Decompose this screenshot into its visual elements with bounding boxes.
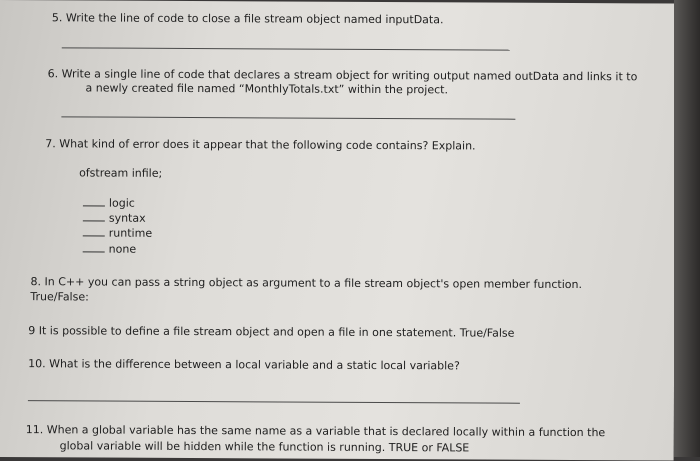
option-label: runtime (108, 226, 153, 240)
question-5: 5. Write the line of code to close a file stream object named inputData. (51, 11, 444, 27)
option-blank (83, 211, 105, 221)
option-blank (83, 226, 105, 236)
question-8-line-1: 8. In C++ you can pass a string object as argument to a file stream object's open member function. (30, 275, 583, 292)
question-9: 9 It is possible to define a file stream object and open a file in one statement. True/False (28, 324, 515, 340)
option-none (83, 242, 137, 256)
question-6-line-1: 6. Write a single line of code that declares a stream object for writing output named outData and links it to (47, 67, 638, 84)
question-11-line-1: 11. When a global variable has the same name as a variable that is declared locally within a function the (25, 423, 606, 440)
option-syntax (83, 211, 146, 225)
option-blank (83, 196, 105, 206)
answer-line-q6 (61, 116, 515, 119)
option-logic (83, 196, 135, 210)
option-runtime (83, 226, 152, 240)
option-label: none (108, 242, 137, 256)
question-7-code: ofstream infile; (79, 166, 163, 180)
option-label: syntax (108, 211, 146, 225)
answer-line-q10 (28, 400, 520, 404)
option-label: logic (108, 196, 135, 210)
question-11-line-2: global variable will be hidden while the function is running. TRUE or FALSE (59, 439, 470, 455)
question-7: 7. What kind of error does it appear that the following code contains? Explain. (45, 137, 476, 153)
background-edge (674, 0, 700, 457)
question-8-line-2: True/False: (30, 290, 89, 304)
question-6-line-2: a newly created file named “MonthlyTotals.txt” within the project. (85, 81, 449, 97)
question-10: 10. What is the difference between a local variable and a static local variable? (28, 357, 460, 373)
option-blank (83, 242, 105, 252)
answer-line-q5 (62, 47, 510, 50)
